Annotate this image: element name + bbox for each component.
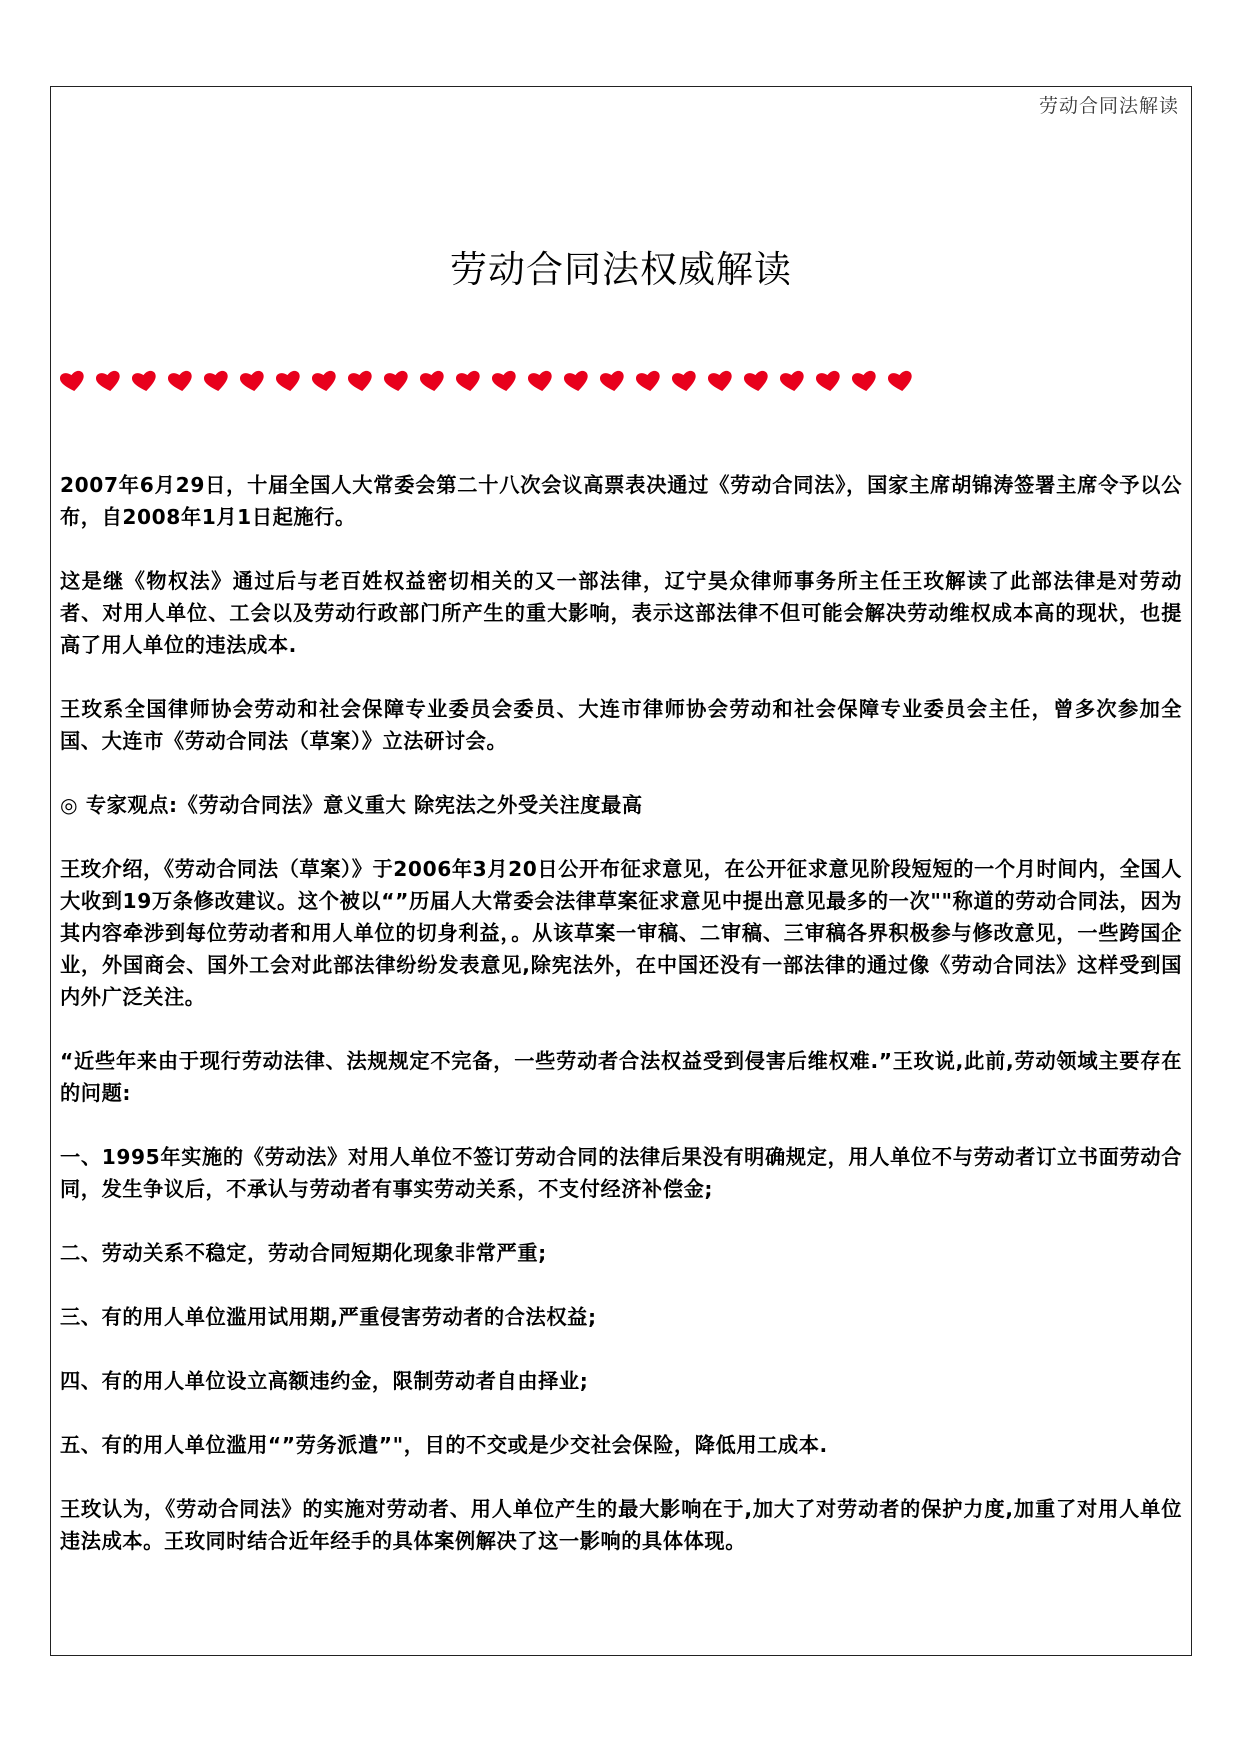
heart-icon: [203, 370, 230, 392]
heart-icon: [887, 370, 914, 392]
heart-icon: [779, 370, 806, 392]
heart-divider: [59, 370, 914, 392]
body-paragraph: 这是继《物权法》通过后与老百姓权益密切相关的又一部法律，辽宁昊众律师事务所主任王玫解读了此部法律是对劳动者、对用人单位、工会以及劳动行政部门所产生的重大影响，表示这部法律不但可能会解决劳动维权成本高的现状，也提高了用人单位的违法成本.: [60, 569, 1182, 657]
heart-icon: [743, 370, 770, 392]
heart-icon: [851, 370, 878, 392]
document-title: 劳动合同法权威解读: [450, 248, 792, 291]
body-paragraph: 四、有的用人单位设立高额违约金，限制劳动者自由择业;: [60, 1369, 589, 1393]
body-paragraph: “近些年来由于现行劳动法律、法规规定不完备，一些劳动者合法权益受到侵害后维权难.”王玫说,此前,劳动领域主要存在的问题:: [60, 1049, 1182, 1105]
body-paragraph: 王玫介绍，《劳动合同法（草案）》于2006年3月20日公开布征求意见，在公开征求意见阶段短短的一个月时间内，全国人大收到19万条修改建议。这个被以“”历届人大常委会法律草案征求意见中提出意见最多的一次""称道的劳动合同法，因为其内容牵涉到每位劳动者和用人单位的切身利益，。从该草案一审稿、二审稿、三审稿各界积极参与修改意见，一些跨国企业，外国商会、国外工会对此部法律纷纷发表意见,除宪法外，在中国还没有一部法律的通过像《劳动合同法》这样受到国内外广泛关注。: [60, 857, 1182, 1009]
body-paragraph: 二、劳动关系不稳定，劳动合同短期化现象非常严重;: [60, 1241, 547, 1265]
heart-icon: [635, 370, 662, 392]
heart-icon: [131, 370, 158, 392]
page-frame: [50, 86, 1192, 1656]
heart-icon: [383, 370, 410, 392]
heart-icon: [707, 370, 734, 392]
heart-icon: [527, 370, 554, 392]
running-header: 劳动合同法解读: [1038, 95, 1179, 117]
heart-icon: [311, 370, 338, 392]
body-paragraph: 王玫系全国律师协会劳动和社会保障专业委员会委员、大连市律师协会劳动和社会保障专业委员会主任，曾多次参加全国、大连市《劳动合同法（草案）》立法研讨会。: [60, 697, 1182, 753]
body-paragraph: 一、1995年实施的《劳动法》对用人单位不签订劳动合同的法律后果没有明确规定，用人单位不与劳动者订立书面劳动合同，发生争议后，不承认与劳动者有事实劳动关系，不支付经济补偿金;: [60, 1145, 1182, 1201]
body-paragraph: 2007年6月29日，十届全国人大常委会第二十八次会议高票表决通过《劳动合同法》，国家主席胡锦涛签署主席令予以公布，自2008年1月1日起施行。: [60, 473, 1182, 529]
body-paragraph: 五、有的用人单位滥用“”劳务派遣”"，目的不交或是少交社会保险，降低用工成本.: [60, 1433, 828, 1457]
heart-icon: [239, 370, 266, 392]
heart-icon: [491, 370, 518, 392]
heart-icon: [59, 370, 86, 392]
heart-icon: [563, 370, 590, 392]
body-paragraph: ◎ 专家观点:《劳动合同法》意义重大 除宪法之外受关注度最高: [60, 793, 643, 817]
heart-icon: [599, 370, 626, 392]
body-paragraph: 三、有的用人单位滥用试用期,严重侵害劳动者的合法权益;: [60, 1305, 597, 1329]
body-paragraph: 王玫认为，《劳动合同法》的实施对劳动者、用人单位产生的最大影响在于,加大了对劳动者的保护力度,加重了对用人单位违法成本。王玫同时结合近年经手的具体案例解决了这一影响的具体体现。: [60, 1497, 1182, 1553]
document-body: [60, 469, 1182, 1589]
heart-icon: [167, 370, 194, 392]
heart-icon: [347, 370, 374, 392]
heart-icon: [419, 370, 446, 392]
heart-icon: [455, 370, 482, 392]
heart-icon: [275, 370, 302, 392]
heart-icon: [671, 370, 698, 392]
heart-icon: [815, 370, 842, 392]
heart-icon: [95, 370, 122, 392]
